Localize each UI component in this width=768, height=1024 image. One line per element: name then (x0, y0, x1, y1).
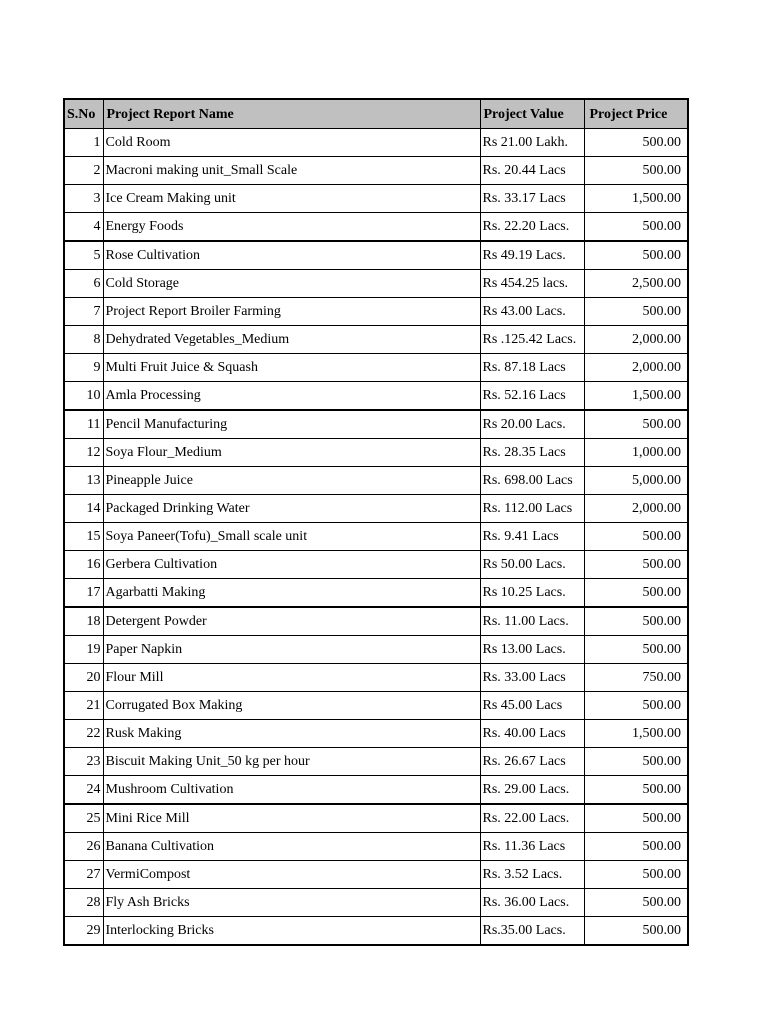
cell-name: Cold Storage (103, 270, 480, 298)
cell-value: Rs. 33.00 Lacs (480, 664, 584, 692)
table-row (64, 241, 688, 270)
cell-name: Cold Room (103, 129, 480, 157)
cell-value: Rs. 28.35 Lacs (480, 439, 584, 467)
cell-price: 500.00 (584, 129, 688, 157)
cell-sno: 3 (64, 185, 103, 213)
cell-name: Rose Cultivation (103, 241, 480, 270)
cell-value: Rs 13.00 Lacs. (480, 636, 584, 664)
table-row (64, 636, 688, 664)
cell-sno: 13 (64, 467, 103, 495)
cell-sno: 16 (64, 551, 103, 579)
table-row (64, 495, 688, 523)
table-row (64, 213, 688, 242)
table-row (64, 917, 688, 946)
cell-sno: 22 (64, 720, 103, 748)
cell-price: 2,000.00 (584, 495, 688, 523)
table-row (64, 467, 688, 495)
cell-price: 500.00 (584, 804, 688, 833)
cell-price: 2,500.00 (584, 270, 688, 298)
cell-name: Detergent Powder (103, 607, 480, 636)
cell-price: 500.00 (584, 636, 688, 664)
cell-price: 500.00 (584, 523, 688, 551)
cell-value: Rs. 87.18 Lacs (480, 354, 584, 382)
cell-name: Interlocking Bricks (103, 917, 480, 946)
cell-value: Rs 50.00 Lacs. (480, 551, 584, 579)
cell-price: 500.00 (584, 748, 688, 776)
cell-price: 500.00 (584, 213, 688, 242)
table-row (64, 692, 688, 720)
cell-value: Rs 20.00 Lacs. (480, 410, 584, 439)
cell-value: Rs. 698.00 Lacs (480, 467, 584, 495)
cell-value: Rs. 36.00 Lacs. (480, 889, 584, 917)
cell-name: Rusk Making (103, 720, 480, 748)
cell-price: 1,000.00 (584, 439, 688, 467)
cell-price: 500.00 (584, 241, 688, 270)
cell-value: Rs. 11.36 Lacs (480, 833, 584, 861)
cell-name: Multi Fruit Juice & Squash (103, 354, 480, 382)
header-project-report-name: Project Report Name (103, 99, 480, 129)
cell-sno: 20 (64, 664, 103, 692)
cell-price: 1,500.00 (584, 720, 688, 748)
cell-value: Rs. 33.17 Lacs (480, 185, 584, 213)
cell-value: Rs. 40.00 Lacs (480, 720, 584, 748)
table-row (64, 523, 688, 551)
cell-value: Rs 45.00 Lacs (480, 692, 584, 720)
cell-value: Rs. 22.00 Lacs. (480, 804, 584, 833)
cell-value: Rs. 22.20 Lacs. (480, 213, 584, 242)
table-row (64, 157, 688, 185)
cell-price: 1,500.00 (584, 185, 688, 213)
cell-name: Energy Foods (103, 213, 480, 242)
cell-sno: 24 (64, 776, 103, 805)
cell-name: Corrugated Box Making (103, 692, 480, 720)
cell-sno: 14 (64, 495, 103, 523)
cell-name: Pineapple Juice (103, 467, 480, 495)
cell-value: Rs. 29.00 Lacs. (480, 776, 584, 805)
cell-sno: 12 (64, 439, 103, 467)
cell-name: Dehydrated Vegetables_Medium (103, 326, 480, 354)
cell-name: Packaged Drinking Water (103, 495, 480, 523)
cell-sno: 4 (64, 213, 103, 242)
table-row (64, 439, 688, 467)
table-row (64, 354, 688, 382)
cell-value: Rs 21.00 Lakh. (480, 129, 584, 157)
cell-name: Soya Paneer(Tofu)_Small scale unit (103, 523, 480, 551)
cell-value: Rs. 112.00 Lacs (480, 495, 584, 523)
cell-sno: 27 (64, 861, 103, 889)
cell-price: 500.00 (584, 298, 688, 326)
cell-sno: 6 (64, 270, 103, 298)
table-row (64, 748, 688, 776)
cell-name: Amla Processing (103, 382, 480, 411)
cell-name: Fly Ash Bricks (103, 889, 480, 917)
cell-price: 750.00 (584, 664, 688, 692)
cell-value: Rs 454.25 lacs. (480, 270, 584, 298)
cell-sno: 2 (64, 157, 103, 185)
cell-price: 2,000.00 (584, 326, 688, 354)
table-row (64, 382, 688, 411)
cell-sno: 5 (64, 241, 103, 270)
table-row (64, 579, 688, 608)
cell-sno: 11 (64, 410, 103, 439)
table-row (64, 607, 688, 636)
cell-price: 500.00 (584, 551, 688, 579)
cell-name: Gerbera Cultivation (103, 551, 480, 579)
cell-name: Project Report Broiler Farming (103, 298, 480, 326)
cell-name: Mini Rice Mill (103, 804, 480, 833)
header-row (64, 99, 688, 129)
cell-name: Soya Flour_Medium (103, 439, 480, 467)
cell-price: 500.00 (584, 692, 688, 720)
cell-value: Rs. 26.67 Lacs (480, 748, 584, 776)
cell-sno: 15 (64, 523, 103, 551)
cell-value: Rs 43.00 Lacs. (480, 298, 584, 326)
cell-sno: 29 (64, 917, 103, 946)
cell-price: 500.00 (584, 861, 688, 889)
cell-price: 500.00 (584, 889, 688, 917)
cell-value: Rs. 52.16 Lacs (480, 382, 584, 411)
cell-value: Rs. 11.00 Lacs. (480, 607, 584, 636)
cell-sno: 10 (64, 382, 103, 411)
cell-price: 500.00 (584, 157, 688, 185)
cell-price: 5,000.00 (584, 467, 688, 495)
cell-price: 500.00 (584, 410, 688, 439)
cell-name: Agarbatti Making (103, 579, 480, 608)
table-row (64, 861, 688, 889)
cell-name: Biscuit Making Unit_50 kg per hour (103, 748, 480, 776)
table-row (64, 185, 688, 213)
header-project-price: Project Price (584, 99, 688, 129)
cell-name: VermiCompost (103, 861, 480, 889)
cell-price: 1,500.00 (584, 382, 688, 411)
header-sno: S.No (64, 99, 103, 129)
cell-sno: 18 (64, 607, 103, 636)
cell-sno: 9 (64, 354, 103, 382)
cell-value: Rs 49.19 Lacs. (480, 241, 584, 270)
table-row (64, 298, 688, 326)
cell-sno: 1 (64, 129, 103, 157)
cell-value: Rs. 3.52 Lacs. (480, 861, 584, 889)
cell-sno: 28 (64, 889, 103, 917)
cell-sno: 7 (64, 298, 103, 326)
table-row (64, 889, 688, 917)
cell-value: Rs. 20.44 Lacs (480, 157, 584, 185)
cell-sno: 19 (64, 636, 103, 664)
cell-sno: 17 (64, 579, 103, 608)
table-row (64, 270, 688, 298)
cell-price: 2,000.00 (584, 354, 688, 382)
cell-price: 500.00 (584, 776, 688, 805)
cell-sno: 8 (64, 326, 103, 354)
table-row (64, 664, 688, 692)
cell-name: Mushroom Cultivation (103, 776, 480, 805)
cell-sno: 23 (64, 748, 103, 776)
cell-price: 500.00 (584, 917, 688, 946)
cell-value: Rs.35.00 Lacs. (480, 917, 584, 946)
cell-price: 500.00 (584, 833, 688, 861)
cell-name: Macroni making unit_Small Scale (103, 157, 480, 185)
cell-sno: 25 (64, 804, 103, 833)
cell-name: Pencil Manufacturing (103, 410, 480, 439)
cell-sno: 26 (64, 833, 103, 861)
table-row (64, 833, 688, 861)
cell-value: Rs 10.25 Lacs. (480, 579, 584, 608)
table-row (64, 129, 688, 157)
table-row (64, 551, 688, 579)
table-row (64, 326, 688, 354)
table-row (64, 720, 688, 748)
cell-price: 500.00 (584, 607, 688, 636)
cell-value: Rs. 9.41 Lacs (480, 523, 584, 551)
cell-value: Rs .125.42 Lacs. (480, 326, 584, 354)
header-project-value: Project Value (480, 99, 584, 129)
cell-price: 500.00 (584, 579, 688, 608)
cell-name: Ice Cream Making unit (103, 185, 480, 213)
cell-name: Flour Mill (103, 664, 480, 692)
cell-sno: 21 (64, 692, 103, 720)
table-row (64, 776, 688, 805)
table-row (64, 804, 688, 833)
project-report-table (63, 98, 689, 946)
cell-name: Paper Napkin (103, 636, 480, 664)
cell-name: Banana Cultivation (103, 833, 480, 861)
table-row (64, 410, 688, 439)
